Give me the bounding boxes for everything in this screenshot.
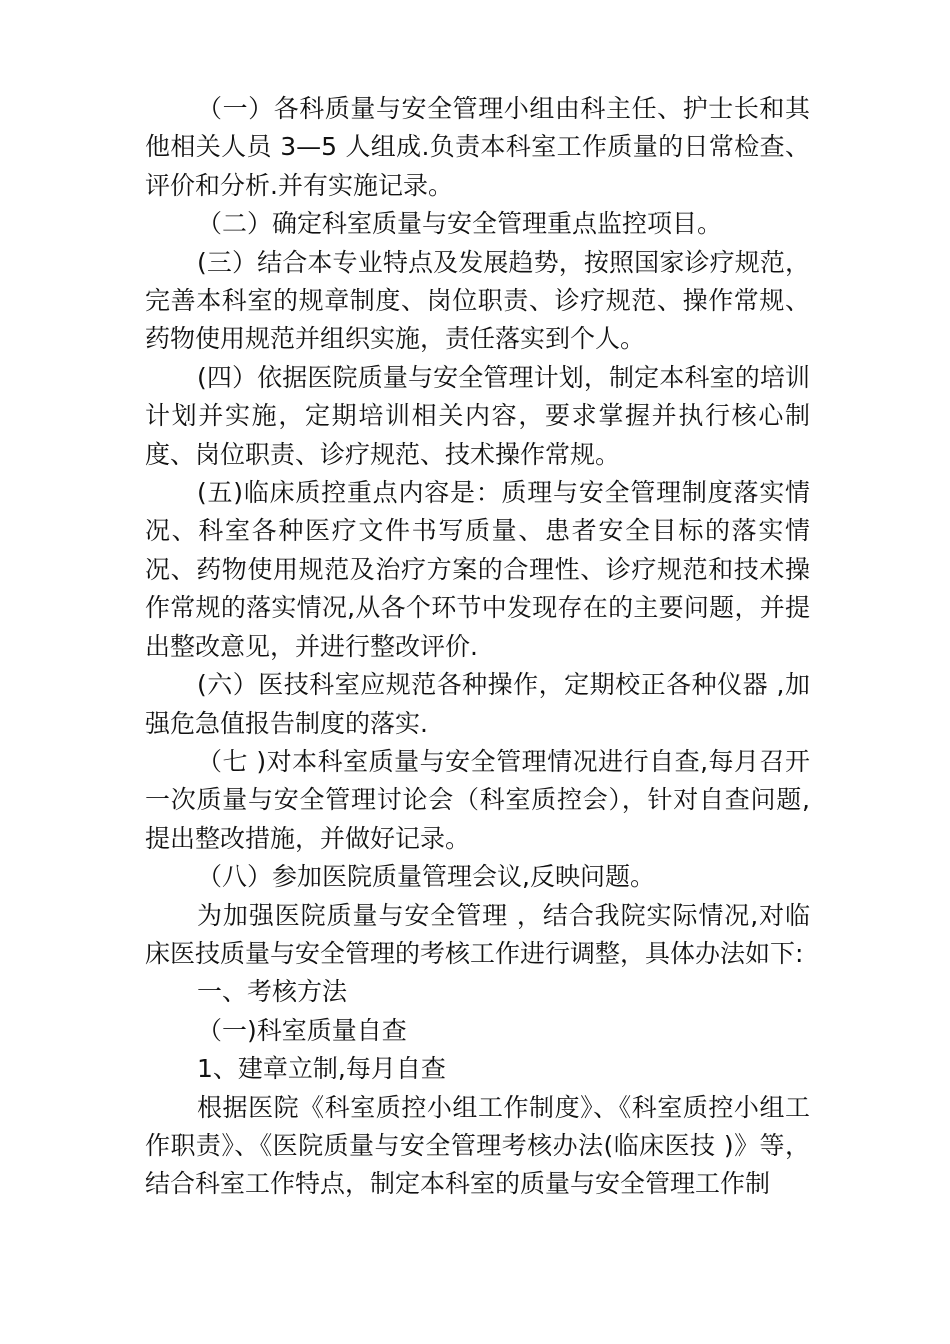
item-heading: 1、建章立制,每月自查 xyxy=(197,1054,446,1084)
paragraph-1: （一）各科质量与安全管理小组由科主任、护士长和其他相关人员 3—5 人组成.负责本科室工作质量的日常检查、评价和分析.并有实施记录。 xyxy=(145,94,810,200)
paragraph-13: 根据医院《科室质控小组工作制度》、《科室质控小组工作职责》、《医院质量与安全管理考核办法(临床医技 )》等，结合科室工作特点，制定本科室的质量与安全管理工作制 xyxy=(145,1092,810,1199)
paragraph-3: (三）结合本专业特点及发展趋势，按照国家诊疗规范，完善本科室的规章制度、岗位职责、诊疗规范、操作常规、药物使用规范并组织实施，责任落实到个人。 xyxy=(145,247,810,354)
paragraph-9: 为加强医院质量与安全管理 ，结合我院实际情况,对临床医技质量与安全管理的考核工作进行调整，具体办法如下: xyxy=(145,900,810,968)
paragraph-2: （二）确定科室质量与安全管理重点监控项目。 xyxy=(197,209,723,239)
paragraph-4: (四）依据医院质量与安全管理计划，制定本科室的培训计划并实施，定期培训相关内容，要求掌握并执行核心制度、岗位职责、诊疗规范、技术操作常规。 xyxy=(145,362,810,469)
subsection-heading: （一)科室质量自查 xyxy=(197,1015,407,1045)
section-heading: 一、考核方法 xyxy=(197,977,348,1007)
document-body xyxy=(145,90,810,1204)
paragraph-5: (五)临床质控重点内容是：质理与安全管理制度落实情况、科室各种医疗文件书写质量、患者安全目标的落实情况、药物使用规范及治疗方案的合理性、诊疗规范和技术操作常规的落实情况,从各个环节中发现存在的主要问题，并提出整改意见，并进行整改评价. xyxy=(145,478,810,661)
paragraph-6: (六）医技科室应规范各种操作，定期校正各种仪器 ,加强危急值报告制度的落实. xyxy=(145,670,810,738)
paragraph-7: （七 )对本科室质量与安全管理情况进行自查,每月召开一次质量与安全管理讨论会（科室质控会），针对自查问题,提出整改措施，并做好记录。 xyxy=(145,746,810,853)
paragraph-8: （八）参加医院质量管理会议,反映问题。 xyxy=(197,862,655,892)
